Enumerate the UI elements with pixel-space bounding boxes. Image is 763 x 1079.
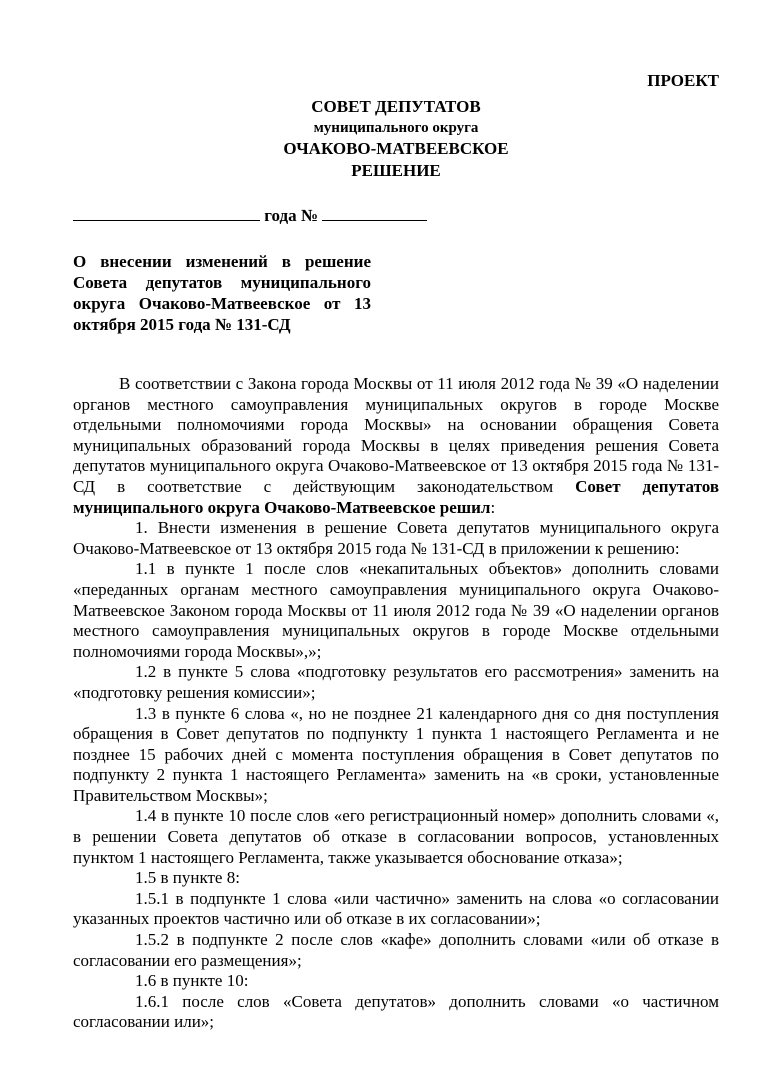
- date-number-line: [73, 205, 719, 227]
- paragraph-1-6: 1.6 в пункте 10:: [135, 971, 249, 991]
- preamble-text: В соответствии с Закона города Москвы от 11 июля 2012 года № 39 «О наделении органов местного самоуправления муниципальных округов в городе Москве отдельными полномочиями города Москвы» на основании обращения Совета муниципальных образований города Москвы в целях приведения решения Совета депутатов муниципального округа Очаково-Матвеевское от 13 октября 2015 года № 131-СД в соответствие с действующим законодательством: [73, 374, 719, 496]
- paragraph-1-4: 1.4 в пункте 10 после слов «его регистрационный номер» дополнить словами «, в решении Совета депутатов об отказе в согласовании вопросов, установленных пунктом 1 настоящего Регламента, также указывается обоснование отказа»;: [73, 806, 719, 867]
- paragraph-1-3: 1.3 в пункте 6 слова «, но не позднее 21 календарного дня со дня поступления обращения в Совет депутатов по подпункту 1 пункта 1 настоящего Регламента и не позднее 15 рабочих дней с момента поступления обращения в Совет депутатов по подпункту 2 пункта 1 настоящего Регламента» заменить на «в сроки, установленные Правительством Москвы»;: [73, 703, 719, 805]
- year-number-label: года №: [264, 206, 318, 225]
- paragraph-1: 1. Внести изменения в решение Совета депутатов муниципального округа Очаково-Матвеевское от 13 октября 2015 года № 131-СД в приложении к решению:: [73, 518, 719, 558]
- paragraph-1-1: 1.1 в пункте 1 после слов «некапитальных объектов» дополнить словами «переданных органам местного самоуправления муниципального округа Очаково-Матвеевское Законом города Москвы от 11 июля 2012 года № 39 «О наделении органов местного самоуправления муниципальных округов в городе Москве отдельными полномочиями города Москвы»,»;: [73, 559, 719, 661]
- paragraph-1-5-1: 1.5.1 в подпункте 1 слова «или частично» заменить на слова «о согласовании указанных проектов частично или об отказе в их согласовании»;: [73, 888, 719, 929]
- date-blank: [73, 206, 260, 221]
- number-blank: [322, 206, 427, 221]
- district-type: муниципального округа: [313, 120, 479, 136]
- district-name: ОЧАКОВО-МАТВЕЕВСКОЕ: [283, 139, 509, 158]
- preamble-paragraph: [73, 374, 719, 518]
- draft-label: ПРОЕКТ: [647, 71, 719, 90]
- preamble-decision: Совет депутатов муниципального округа Очаково-Матвеевское решил: [73, 476, 720, 517]
- document-page: [73, 70, 719, 1033]
- document-subject: О внесении изменений в решение Совета депутатов муниципального округа Очаково-Матвеевское от 13 октября 2015 года № 131-СД: [73, 252, 371, 334]
- paragraph-1-5: 1.5 в пункте 8:: [135, 868, 240, 888]
- paragraph-1-6-1: 1.6.1 после слов «Совета депутатов» дополнить словами «о частичном согласовании или»;: [73, 991, 719, 1032]
- paragraph-1-5-2: 1.5.2 в подпункте 2 после слов «кафе» дополнить словами «или об отказе в согласовании его размещения»;: [73, 930, 719, 970]
- document-type: РЕШЕНИЕ: [351, 161, 441, 180]
- preamble-tail: :: [490, 497, 496, 517]
- paragraph-1-2: 1.2 в пункте 5 слова «подготовку результатов его рассмотрения» заменить на «подготовку решения комиссии»;: [73, 662, 719, 702]
- council-title: СОВЕТ ДЕПУТАТОВ: [311, 97, 481, 116]
- document-body: [73, 374, 719, 1033]
